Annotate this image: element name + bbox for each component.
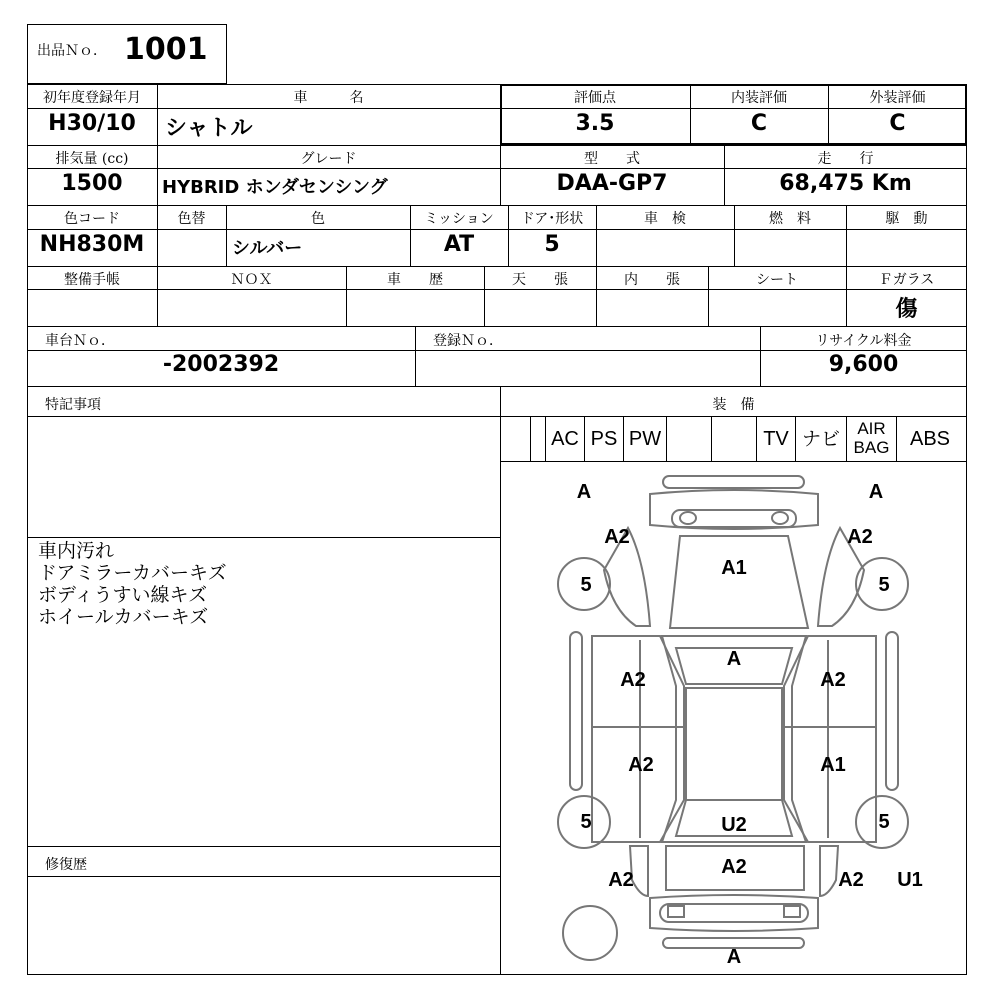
lot-number-label: 出品Ｎｏ． [37, 43, 107, 59]
color: シルバー [232, 238, 303, 259]
equipment-item: AIR BAG [847, 417, 897, 461]
history-label: 車 歴 [387, 272, 443, 288]
car-name: シャトル [165, 116, 253, 141]
damage-windshield: A [726, 648, 742, 670]
damage-front-right-corner: A [868, 481, 884, 503]
grade: HYBRID ホンダセンシング [162, 177, 388, 198]
fuel-label: 燃 料 [769, 211, 811, 227]
lot-number: 1001 [124, 32, 208, 67]
car-name-label: 車 名 [293, 90, 364, 106]
damage-hatch: A2 [721, 856, 747, 878]
damage-rear-left-door: A2 [628, 754, 654, 776]
equipment-item: ナビ [796, 417, 847, 461]
mileage: 68,475 Km [779, 171, 912, 196]
interior-grade: C [750, 111, 768, 136]
equipment-item: TV [757, 417, 796, 461]
equipment-item [712, 417, 757, 461]
drive-label: 駆 動 [885, 211, 928, 227]
grade-label: グレード [300, 151, 357, 167]
equipment-item [531, 417, 546, 461]
transmission: AT [443, 232, 475, 257]
note-line: ホイールカバーキズ [38, 606, 209, 628]
damage-rear-left-wheel: 5 [580, 811, 592, 833]
exterior-grade: C [889, 111, 906, 136]
equipment-item [667, 417, 712, 461]
recolor-label: 色替 [177, 211, 206, 227]
color-label: 色 [311, 211, 325, 227]
damage-hood: A1 [721, 557, 747, 579]
equipment-label: 装 備 [712, 397, 755, 413]
recycle-label: リサイクル料金 [815, 333, 912, 349]
note-line: ボディうすい線キズ [38, 584, 208, 606]
damage-front-left-fender: A2 [604, 526, 630, 548]
equipment-item: PS [585, 417, 624, 461]
reg-year-label: 初年度登録年月 [43, 90, 141, 106]
damage-front-left-door: A2 [620, 669, 646, 691]
equipment-item: ABS [909, 428, 951, 450]
repair-history-label: 修復歴 [45, 857, 87, 873]
exterior-label: 外装評価 [869, 90, 926, 106]
special-notes-label: 特記事項 [45, 397, 101, 413]
damage-front-left-wheel: 5 [580, 574, 592, 596]
displacement: 1500 [61, 171, 123, 196]
note-line: ドアミラーカバーキズ [38, 562, 227, 584]
damage-front-right-door: A2 [820, 669, 846, 691]
damage-rear-right-wheel: 5 [878, 811, 890, 833]
color-code-label: 色コード [64, 211, 120, 227]
front-glass-label: Ｆガラス [878, 272, 935, 288]
equipment-item: PW [624, 417, 667, 461]
inspection-label: 車 検 [644, 211, 686, 227]
damage-front-right-fender: A2 [847, 526, 873, 548]
damage-rear-right-extra: U1 [897, 869, 923, 891]
doors: 5 [544, 232, 560, 257]
special-notes-list [38, 540, 227, 628]
damage-front-left-corner: A [576, 481, 592, 503]
seat-label: シート [756, 272, 798, 288]
model-code: DAA-GP7 [556, 171, 668, 196]
equipment-row [530, 417, 963, 461]
interior-label: 内装評価 [731, 90, 787, 106]
interior-trim-label: 内 張 [624, 272, 680, 288]
score: 3.5 [575, 111, 615, 136]
damage-rear-bumper: A [726, 946, 742, 968]
reg-year: H30/10 [48, 111, 136, 136]
damage-rear-glass: U2 [721, 814, 747, 836]
nox-label: ＮＯＸ [230, 272, 273, 288]
recycle-fee: 9,600 [828, 352, 899, 377]
doors-label: ドア･形状 [520, 211, 584, 227]
damage-rear-right-quarter: A2 [838, 869, 864, 891]
note-line: 車内汚れ [38, 540, 115, 562]
maintenance-label: 整備手帳 [64, 272, 120, 288]
color-code: NH830M [39, 232, 145, 257]
displacement-label: 排気量 (cc) [55, 151, 129, 167]
chassis-number: -2002392 [162, 352, 280, 377]
model-label: 型 式 [584, 151, 640, 167]
roof-label: 天 張 [512, 272, 568, 288]
mileage-label: 走 行 [817, 151, 874, 167]
transmission-label: ミッション [424, 211, 494, 227]
damage-rear-left-quarter: A2 [608, 869, 634, 891]
chassis-label: 車台Ｎｏ． [45, 333, 115, 349]
damage-front-right-wheel: 5 [878, 574, 890, 596]
damage-rear-right-door: A1 [820, 754, 846, 776]
front-glass: 傷 [895, 297, 918, 322]
equipment-item: AC [546, 417, 585, 461]
score-label: 評価点 [574, 90, 616, 106]
registration-label: 登録Ｎｏ． [433, 333, 503, 349]
